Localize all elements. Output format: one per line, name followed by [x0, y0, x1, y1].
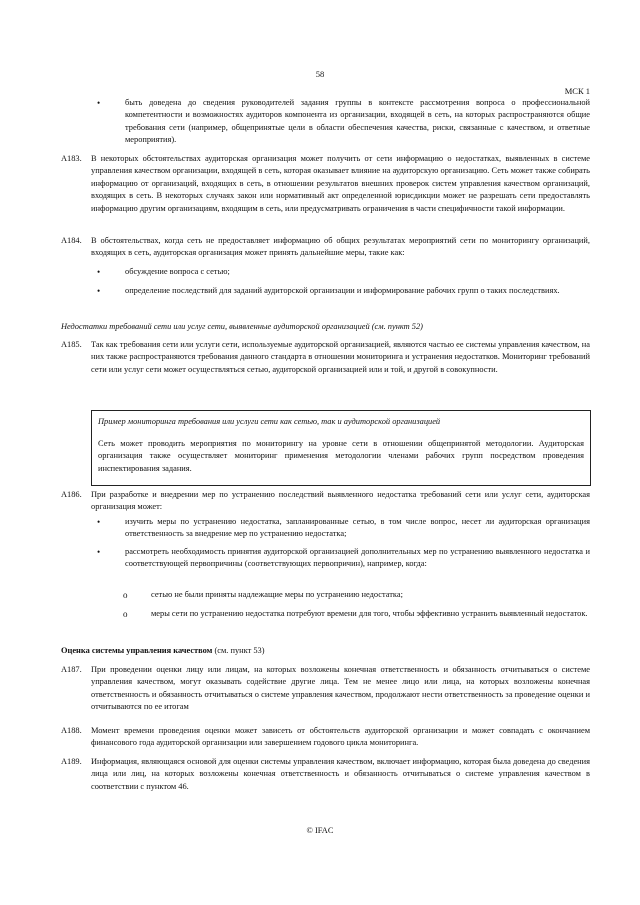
paragraph-a188: Момент времени проведения оценки может зависеть от обстоятельств аудиторской организации и может совпадать с окончанием финансового года аудиторской организации или завершением годового цикла мониторинга. [91, 726, 590, 748]
paragraph-label-a184: A184. [61, 236, 82, 245]
page-number: 58 [315, 69, 325, 79]
header-code: МСК 1 [564, 86, 590, 96]
a186-sub-bullet-2: меры сети по устранению недостатка потребуют времени для того, чтобы эффективно устранить выявленный недостаток. [151, 609, 588, 618]
sub-bullet-marker: o [123, 609, 128, 619]
a184-bullet-1: обсуждение вопроса с сетью; [125, 267, 230, 276]
bullet-marker: • [97, 98, 101, 108]
paragraph-label-a187: A187. [61, 665, 82, 674]
bullet-marker: • [97, 286, 101, 296]
section-heading [61, 645, 591, 657]
paragraph-a186: При разработке и внедрении мер по устранению последствий выявленного недостатка требований сети или услуг сети, аудиторская организация может: [91, 490, 590, 512]
a186-sub-bullet-1: сетью не были приняты надлежащие меры по устранению недостатка; [151, 590, 403, 599]
paragraph-a187: При проведении оценки лицу или лицам, на которых возложены конечная ответственность и обязанность отчитываться о системе управления качеством, могут оказывать содействие другие лица. Тем не менее лицо или лица, на которых возложены конечная ответственность и обязанность отчитываться о системе управления качеством, продолжают нести ответственность за проведение оценки и отчитываются по ее итогам [91, 665, 590, 712]
paragraph-a189: Информация, являющаяся основой для оценки системы управления качеством, включает информацию, которая была доведена до сведения лица или лиц, на которых возложены конечная ответственность и обязанность отчитываться о системе управления качеством в соответствии с пунктом 46. [91, 757, 590, 791]
footer-copyright: © IFAC [306, 826, 334, 835]
section-heading-title: Оценка системы управления качеством [61, 646, 213, 655]
example-box-text: Сеть может проводить мероприятия по мониторингу на уровне сети в отношении общепринятой методологии. Аудиторская организация также осуществляет мониторинг применения методологии членами рабочих групп посредством проведения инспектирования задания. [98, 439, 584, 473]
bullet-marker: • [97, 547, 101, 557]
subheading-network-deficiencies: Недостатки требований сети или услуг сети, выявленные аудиторской организацией (см. пункт 52) [61, 322, 423, 331]
section-heading-reference: (см. пункт 53) [212, 646, 265, 655]
paragraph-label-a189: A189. [61, 757, 82, 766]
paragraph-label-a188: A188. [61, 726, 82, 735]
example-box [91, 410, 591, 486]
a186-bullet-2: рассмотреть необходимость принятия аудиторской организацией дополнительных мер по устранению выявленного недостатка и соответствующей первопричины (соответствующих первопричин), например, когда: [125, 547, 590, 569]
a184-bullet-2: определение последствий для заданий аудиторской организации и информирование рабочих групп о таких последствиях. [125, 286, 560, 295]
paragraph-a183: В некоторых обстоятельствах аудиторская организация может получить от сети информацию о недостатках, выявленных в системе управления качеством организации, входящей в сеть, которая оказывает влияние на аудиторскую организацию. Сеть может также собирать информацию от организаций, входящих в сеть, в отношении результатов внешних проверок систем управления качеством организаций, входящих в сеть. В некоторых случаях закон или нормативный акт определенной юрисдикции может не разрешать сети предоставлять информацию другим организациям, входящим в сеть, или предусматривать ограничения в части специфичности такой информации. [91, 154, 590, 213]
bullet-marker: • [97, 517, 101, 527]
top-bullet-text: быть доведена до сведения руководителей задания группы в контексте рассмотрения вопроса о профессиональной компетентности и возможностях аудиторов компонента из организации, входящей в сеть, на которых распространяются общие требования сети (например, общепринятые цели в области обеспечения качества, риски, связанные с качеством, и ответные мероприятия). [125, 98, 590, 145]
paragraph-a185: Так как требования сети или услуги сети, используемые аудиторской организацией, являются частью ее системы управления качеством, на них также распространяются требования данного стандарта в отношении мониторинга и устранения недостатков. Мониторинг требований сети или услуг сети может осуществляться сетью, аудиторской организацией или и той, и другой в совокупности. [91, 340, 590, 374]
paragraph-a184: В обстоятельствах, когда сеть не предоставляет информацию об общих результатах мероприятий сети по мониторингу организаций, входящих в сеть, аудиторская организация может принять дальнейшие меры, такие как: [91, 236, 590, 258]
a186-bullet-1: изучить меры по устранению недостатка, запланированные сетью, в том числе вопрос, несет ли аудиторская организация ответственность за внедрение мер по устранению недостатка; [125, 517, 590, 539]
paragraph-label-a186: A186. [61, 490, 82, 499]
sub-bullet-marker: o [123, 590, 128, 600]
bullet-marker: • [97, 267, 101, 277]
example-box-title: Пример мониторинга требования или услуги сети как сетью, так и аудиторской организацией [98, 417, 441, 426]
paragraph-label-a185: A185. [61, 340, 82, 349]
paragraph-label-a183: A183. [61, 154, 82, 163]
